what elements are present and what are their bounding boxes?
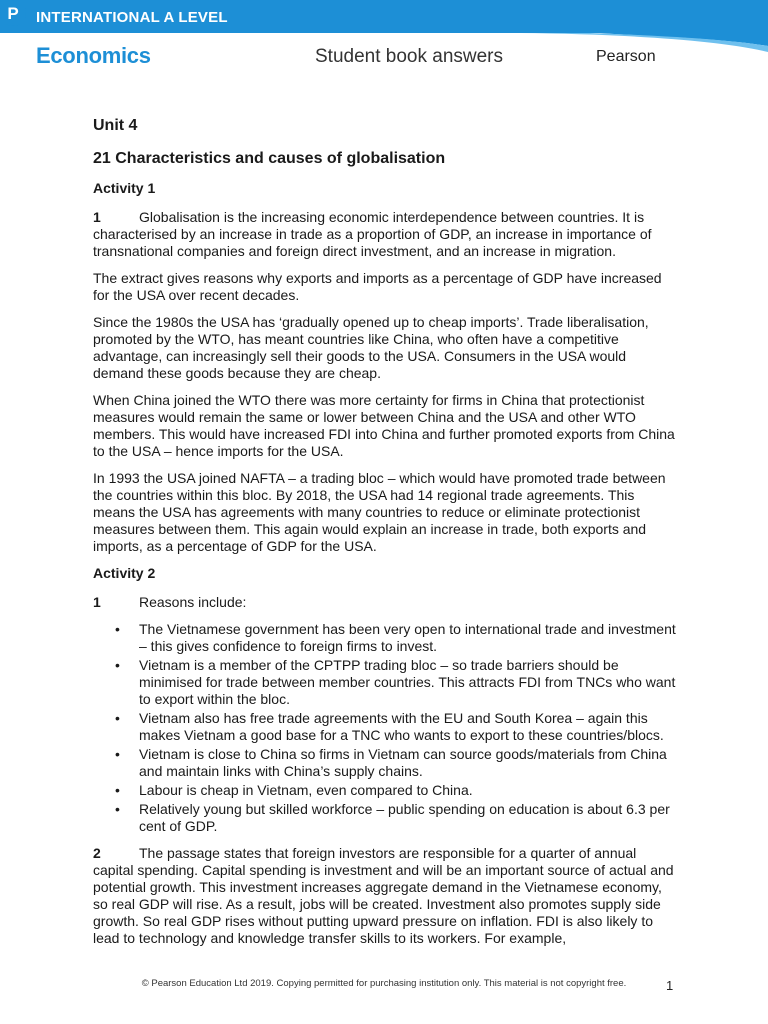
reasons-list (93, 621, 678, 835)
answer-text: Reasons include: (139, 594, 247, 610)
activity-2-answer-2 (93, 845, 678, 947)
list-item: • Vietnam is a member of the CPTPP trading bloc – so trade barriers should be minimised for trade between member countries. This attracts FDI from TNCs who want to export within the bloc. (93, 657, 678, 708)
list-item: • The Vietnamese government has been very open to international trade and investment – this gives confidence to foreign firms to invest. (93, 621, 678, 655)
pearson-logo-icon (0, 0, 26, 26)
paragraph: When China joined the WTO there was more certainty for firms in China that protectionist measures would remain the same or lower between China and the USA and other WTO members. This would have increased FDI into China and further promoted exports from China to the USA – hence imports for the USA. (93, 392, 675, 459)
paragraph: The extract gives reasons why exports and imports as a percentage of GDP have increased for the USA over recent decades. (93, 270, 662, 303)
question-number: 1 (93, 209, 101, 225)
question-number: 2 (93, 845, 101, 861)
paragraph: Since the 1980s the USA has ‘gradually opened up to cheap imports’. Trade liberalisation, promoted by the WTO, has meant countries like China, who often have a competitive advantage, can increasingly sell their goods to the USA. Consumers in the USA would demand these goods because they are cheap. (93, 314, 649, 381)
list-item: • Vietnam also has free trade agreements with the EU and South Korea – again this makes Vietnam a good base for a TNC who wants to export to these countries/blocs. (93, 710, 678, 744)
logo-letter: P (7, 4, 19, 23)
page-header (0, 0, 768, 80)
list-item: • Relatively young but skilled workforce – public spending on education is about 6.3 per cent of GDP. (93, 801, 678, 835)
question-number: 1 (93, 594, 101, 610)
page-number: 1 (666, 978, 674, 993)
copyright-footer: © Pearson Education Ltd 2019. Copying permitted for purchasing institution only. This material is not copyright free. (141, 978, 627, 989)
subject-title: Economics (36, 43, 151, 68)
activity-2-answer-1 (93, 594, 678, 611)
activity-1-heading: Activity 1 (93, 180, 156, 196)
chapter-heading: 21 Characteristics and causes of globalisation (93, 150, 446, 167)
page-content (93, 116, 678, 957)
unit-heading: Unit 4 (93, 117, 138, 134)
activity-1-answer-1 (93, 209, 678, 260)
series-title: INTERNATIONAL A LEVEL (36, 9, 228, 26)
paragraph: In 1993 the USA joined NAFTA – a trading bloc – which would have promoted trade between the countries within this bloc. By 2018, the USA had 14 regional trade agreements. This means the USA has agreements with many countries to reduce or eliminate protectionist measures between them. This again would explain an increase in trade, both exports and imports, as a percentage of GDP for the USA. (93, 470, 666, 554)
brand-name: Pearson (596, 48, 656, 65)
list-item: • Labour is cheap in Vietnam, even compared to China. (93, 782, 678, 799)
book-title: Student book answers (315, 46, 504, 67)
answer-text: Globalisation is the increasing economic interdependence between countries. It is characterised by an increase in trade as a proportion of GDP, an increase in importance of transnational companies and foreign direct investment, and an increase in migration. (93, 209, 652, 259)
list-item: • Vietnam is close to China so firms in Vietnam can source goods/materials from China and maintain links with China’s supply chains. (93, 746, 678, 780)
activity-2-heading: Activity 2 (93, 565, 156, 581)
answer-text: The passage states that foreign investors are responsible for a quarter of annual capital spending. Capital spending is investment and will be an important source of actual and potential growth. This investment increases aggregate demand in the Vietnamese economy, so real GDP will rise. As a result, jobs will be created. Investment also promotes supply side growth. So real GDP rises without putting upward pressure on inflation. FDI is also likely to lead to technology and knowledge transfer skills to its workers. For example, (93, 845, 674, 946)
